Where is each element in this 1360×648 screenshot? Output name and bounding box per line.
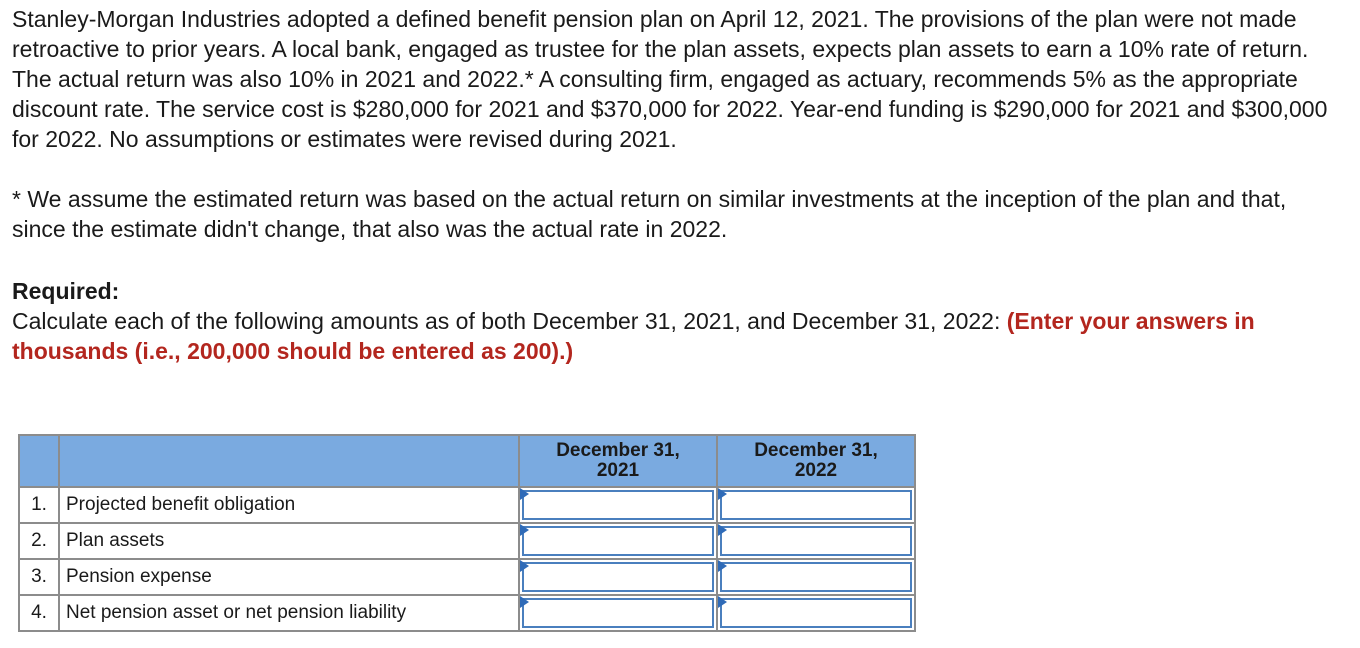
table-row <box>19 595 915 631</box>
row-label: Projected benefit obligation <box>59 487 519 523</box>
pbo-2022-input[interactable] <box>722 492 914 520</box>
header-label-cell <box>59 435 519 487</box>
header-2021 <box>519 435 717 487</box>
answer-table <box>18 434 916 632</box>
header-2021-line2: 2021 <box>596 460 640 481</box>
input-cell-2022 <box>717 487 915 523</box>
table-row <box>19 523 915 559</box>
input-cell-2021 <box>519 487 717 523</box>
table-row <box>19 487 915 523</box>
input-cell-2021 <box>519 559 717 595</box>
problem-text: Stanley-Morgan Industries adopted a defined benefit pension plan on April 12, 2021. The provisions of the plan were not made retroactive to prior years. A local bank, engaged as trustee for the plan assets, expects plan assets to earn a 10% rate of return. The actual return was also 10% in 2021 and 2022.* A consulting firm, engaged as actuary, recommends 5% as the appropriate discount rate. The service cost is $280,000 for 2021 and $370,000 for 2022. Year-end funding is $290,000 for 2021 and $300,000 for 2022. No assumptions or estimates were revised during 2021. <box>12 6 1328 152</box>
input-cell-2022 <box>717 559 915 595</box>
row-number: 4. <box>19 595 59 631</box>
plan-assets-2021-input[interactable] <box>524 528 716 556</box>
row-number: 2. <box>19 523 59 559</box>
pension-expense-2022-input[interactable] <box>722 564 914 592</box>
net-pension-2022-input[interactable] <box>722 600 914 628</box>
table-header-row <box>19 435 915 487</box>
header-2022 <box>717 435 915 487</box>
input-cell-2021 <box>519 595 717 631</box>
footnote-text: * We assume the estimated return was based on the actual return on similar investments at the inception of the plan and that, since the estimate didn't change, that also was the actual rate in 2022. <box>12 186 1287 242</box>
plan-assets-2022-input[interactable] <box>722 528 914 556</box>
row-number: 3. <box>19 559 59 595</box>
header-2022-line1: December 31, <box>754 440 878 461</box>
input-cell-2022 <box>717 595 915 631</box>
instruction-main: Calculate each of the following amounts as of both December 31, 2021, and December 31, 2022: <box>12 308 1001 334</box>
row-label: Plan assets <box>59 523 519 559</box>
required-heading: Required: <box>12 278 120 304</box>
pension-expense-2021-input[interactable] <box>524 564 716 592</box>
input-cell-2021 <box>519 523 717 559</box>
instruction-note: (Enter your answers in thousands (i.e., 200,000 should be entered as 200).) <box>12 308 1255 364</box>
row-number: 1. <box>19 487 59 523</box>
header-num-cell <box>19 435 59 487</box>
instruction-text <box>12 306 1342 366</box>
row-label: Pension expense <box>59 559 519 595</box>
header-2021-line1: December 31, <box>556 440 680 461</box>
table-row <box>19 559 915 595</box>
net-pension-2021-input[interactable] <box>524 600 716 628</box>
row-label: Net pension asset or net pension liability <box>59 595 519 631</box>
header-2022-line2: 2022 <box>794 460 838 481</box>
input-cell-2022 <box>717 523 915 559</box>
pbo-2021-input[interactable] <box>524 492 716 520</box>
